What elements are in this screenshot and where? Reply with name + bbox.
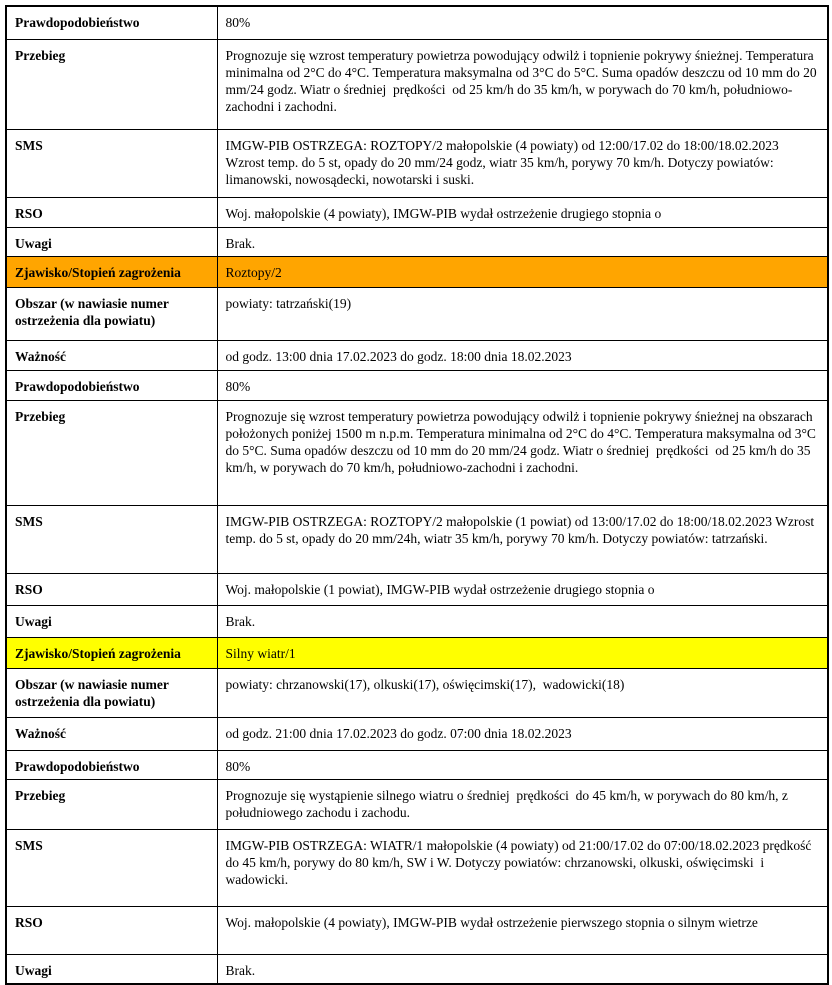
- row-label: Ważność: [6, 717, 217, 750]
- table-row: [6, 227, 828, 256]
- table-row: [6, 340, 828, 370]
- row-label: SMS: [6, 829, 217, 906]
- row-label: Ważność: [6, 340, 217, 370]
- row-label: Obszar (w nawiasie numer ostrzeżenia dla powiatu): [6, 287, 217, 340]
- weather-warnings-table: [5, 5, 829, 985]
- table-row: [6, 505, 828, 573]
- row-label: Przebieg: [6, 779, 217, 829]
- row-label: RSO: [6, 573, 217, 605]
- row-label: Uwagi: [6, 227, 217, 256]
- row-value: powiaty: tatrzański(19): [217, 287, 828, 340]
- row-value: Woj. małopolskie (4 powiaty), IMGW-PIB wydał ostrzeżenie drugiego stopnia o: [217, 197, 828, 227]
- row-value: Prognozuje się wzrost temperatury powietrza powodujący odwilż i topnienie pokrywy śnieżnej. Temperatura minimalna od 2°C do 4°C. Temperatura maksymalna od 3°C do 5°C. Suma opadów deszczu od 10 mm do 20 mm/24 godz. Wiatr o średniej prędkości od 25 km/h do 35 km/h, w porywach do 70 km/h, południowo-zachodni i zachodni.: [217, 39, 828, 129]
- row-label: Przebieg: [6, 400, 217, 505]
- table-row: [6, 605, 828, 637]
- row-value: od godz. 21:00 dnia 17.02.2023 do godz. 07:00 dnia 18.02.2023: [217, 717, 828, 750]
- table-row: [6, 668, 828, 717]
- row-value: 80%: [217, 370, 828, 400]
- table-row: [6, 197, 828, 227]
- table-row-highlight-yellow: [6, 637, 828, 668]
- row-value: Roztopy/2: [217, 256, 828, 287]
- row-value: Brak.: [217, 227, 828, 256]
- row-value: Brak.: [217, 954, 828, 984]
- table-row: [6, 400, 828, 505]
- row-label: SMS: [6, 505, 217, 573]
- table-row: [6, 717, 828, 750]
- row-label: Prawdopodobieństwo: [6, 6, 217, 39]
- row-value: Woj. małopolskie (4 powiaty), IMGW-PIB wydał ostrzeżenie pierwszego stopnia o silnym wietrze: [217, 906, 828, 954]
- row-value: IMGW-PIB OSTRZEGA: ROZTOPY/2 małopolskie (1 powiat) od 13:00/17.02 do 18:00/18.02.2023 Wzrost temp. do 5 st, opady do 20 mm/24h, wiatr 35 km/h, porywy 70 km/h. Dotyczy powiatów: tatrzański.: [217, 505, 828, 573]
- row-value: Prognozuje się wzrost temperatury powietrza powodujący odwilż i topnienie pokrywy śnieżnej na obszarach położonych poniżej 1500 m n.p.m. Temperatura minimalna od 2°C do 4°C. Temperatura maksymalna od 3°C do 5°C. Suma opadów deszczu od 10 mm do 20 mm/24 godz. Wiatr o średniej prędkości od 25 km/h do 35 km/h, w porywach do 70 km/h, południowo-zachodni i zachodni.: [217, 400, 828, 505]
- table-row: [6, 129, 828, 197]
- row-value: IMGW-PIB OSTRZEGA: ROZTOPY/2 małopolskie (4 powiaty) od 12:00/17.02 do 18:00/18.02.2023 Wzrost temp. do 5 st, opady do 20 mm/24 godz, wiatr 35 km/h, porywy 70 km/h. Dotyczy powiatów: limanowski, nowosądecki, nowotarski i suski.: [217, 129, 828, 197]
- row-label: Uwagi: [6, 605, 217, 637]
- table-row-highlight-orange: [6, 256, 828, 287]
- table-row: [6, 779, 828, 829]
- row-value: IMGW-PIB OSTRZEGA: WIATR/1 małopolskie (4 powiaty) od 21:00/17.02 do 07:00/18.02.2023 prędkość do 45 km/h, porywy do 80 km/h, SW i W. Dotyczy powiatów: chrzanowski, olkuski, oświęcimski i wadowicki.: [217, 829, 828, 906]
- row-label: Obszar (w nawiasie numer ostrzeżenia dla powiatu): [6, 668, 217, 717]
- row-label: Zjawisko/Stopień zagrożenia: [6, 256, 217, 287]
- row-value: Brak.: [217, 605, 828, 637]
- row-value: Woj. małopolskie (1 powiat), IMGW-PIB wydał ostrzeżenie drugiego stopnia o: [217, 573, 828, 605]
- row-label: Uwagi: [6, 954, 217, 984]
- table-row: [6, 370, 828, 400]
- row-label: RSO: [6, 197, 217, 227]
- table-row: [6, 954, 828, 984]
- table-row: [6, 906, 828, 954]
- row-value: 80%: [217, 750, 828, 779]
- table-row: [6, 39, 828, 129]
- row-label: Prawdopodobieństwo: [6, 750, 217, 779]
- row-label: SMS: [6, 129, 217, 197]
- row-label: Prawdopodobieństwo: [6, 370, 217, 400]
- row-value: Prognozuje się wystąpienie silnego wiatru o średniej prędkości do 45 km/h, w porywach do 80 km/h, z południowego zachodu i zachodu.: [217, 779, 828, 829]
- row-label: Zjawisko/Stopień zagrożenia: [6, 637, 217, 668]
- table-row: [6, 829, 828, 906]
- row-value: Silny wiatr/1: [217, 637, 828, 668]
- table-row: [6, 6, 828, 39]
- row-label: RSO: [6, 906, 217, 954]
- row-value: 80%: [217, 6, 828, 39]
- table-row: [6, 573, 828, 605]
- table-row: [6, 287, 828, 340]
- row-value: powiaty: chrzanowski(17), olkuski(17), oświęcimski(17), wadowicki(18): [217, 668, 828, 717]
- row-label: Przebieg: [6, 39, 217, 129]
- table-row: [6, 750, 828, 779]
- row-value: od godz. 13:00 dnia 17.02.2023 do godz. 18:00 dnia 18.02.2023: [217, 340, 828, 370]
